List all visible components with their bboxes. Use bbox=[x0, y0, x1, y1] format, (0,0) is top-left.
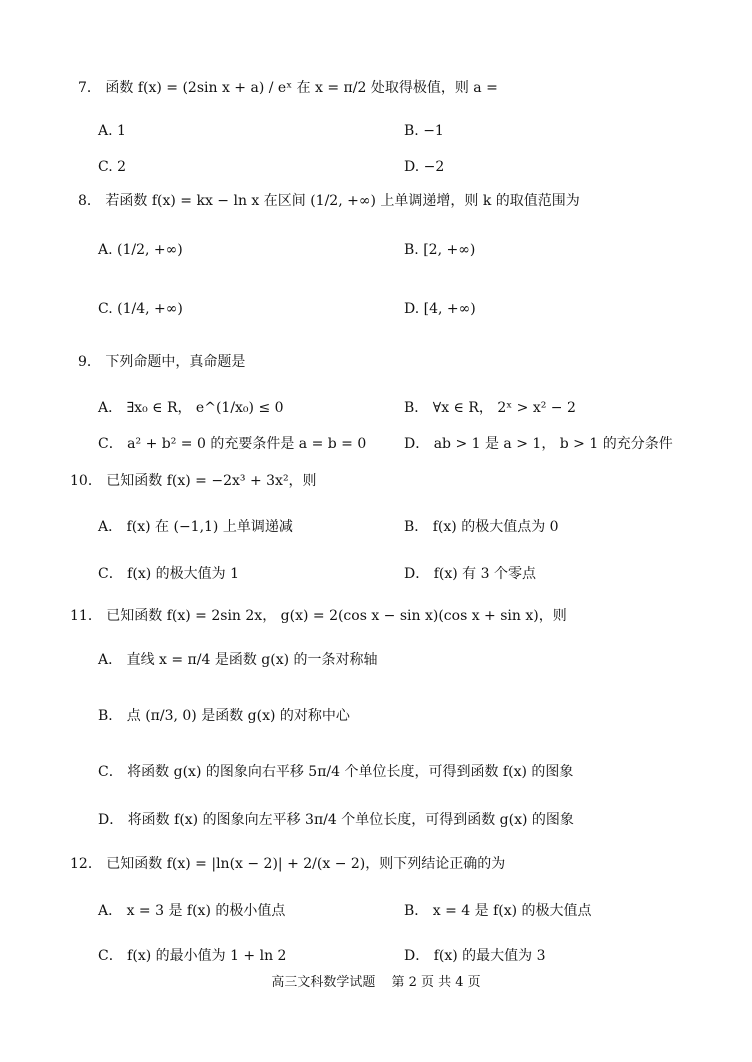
question-12-option-a bbox=[98, 901, 285, 921]
option-text: 将函数 f(x) 的图象向左平移 3π/4 个单位长度，可得到函数 g(x) 的图象 bbox=[127, 812, 574, 828]
option-text: −1 bbox=[423, 123, 444, 139]
option-label: C． bbox=[98, 436, 123, 452]
option-text: 将函数 g(x) 的图象向右平移 5π/4 个单位长度，可得到函数 f(x) 的图象 bbox=[127, 764, 574, 780]
question-9-option-d bbox=[404, 434, 673, 454]
option-label: A. bbox=[98, 242, 113, 258]
question-10-stem bbox=[70, 471, 317, 491]
option-text: 点 (π/3, 0) 是函数 g(x) 的对称中心 bbox=[126, 708, 350, 724]
option-label: B． bbox=[98, 708, 123, 724]
option-text: 1 bbox=[117, 123, 126, 139]
question-11-option-b bbox=[98, 706, 350, 726]
option-text: f(x) 的极大值点为 0 bbox=[432, 519, 559, 535]
option-label: D. bbox=[404, 159, 420, 175]
option-text: f(x) 有 3 个零点 bbox=[433, 566, 536, 582]
question-12-option-d bbox=[404, 946, 546, 966]
option-label: B． bbox=[404, 400, 429, 416]
question-text: 已知函数 f(x) = |ln(x − 2)| + 2/(x − 2)，则下列结论正确的为 bbox=[106, 856, 506, 872]
question-number: 7． bbox=[78, 80, 101, 96]
question-number: 8． bbox=[78, 193, 101, 209]
question-12-stem bbox=[70, 854, 505, 874]
option-text: f(x) 在 (−1,1) 上单调递减 bbox=[126, 519, 293, 535]
question-8-option-b bbox=[404, 240, 475, 260]
option-label: C． bbox=[98, 948, 123, 964]
page-footer bbox=[0, 974, 752, 992]
option-text: f(x) 的最大值为 3 bbox=[433, 948, 546, 964]
option-label: D． bbox=[404, 436, 430, 452]
question-7-option-c bbox=[98, 157, 126, 177]
question-10-option-d bbox=[404, 564, 536, 584]
option-label: C． bbox=[98, 566, 123, 582]
question-text: 若函数 f(x) = kx − ln x 在区间 (1/2, +∞) 上单调递增，则 k 的取值范围为 bbox=[105, 193, 580, 209]
option-text: (1/4, +∞) bbox=[117, 301, 183, 317]
option-text: −2 bbox=[423, 159, 445, 175]
question-11-option-a bbox=[98, 650, 378, 670]
option-label: A． bbox=[98, 519, 123, 535]
option-label: B. bbox=[404, 123, 419, 139]
option-label: A． bbox=[98, 652, 123, 668]
option-label: A． bbox=[98, 400, 123, 416]
question-number: 10． bbox=[70, 473, 102, 489]
option-label: C． bbox=[98, 764, 123, 780]
question-number: 12． bbox=[70, 856, 102, 872]
question-11-option-c bbox=[98, 762, 573, 782]
option-label: C. bbox=[98, 301, 113, 317]
option-text: f(x) 的最小值为 1 + ln 2 bbox=[127, 948, 287, 964]
question-7-option-d bbox=[404, 157, 444, 177]
question-8-option-d bbox=[404, 299, 476, 319]
question-11-option-d bbox=[98, 810, 574, 830]
option-label: B． bbox=[404, 519, 429, 535]
option-label: D． bbox=[404, 948, 430, 964]
question-10-option-c bbox=[98, 564, 239, 584]
option-text: ∃x₀ ∈ R， e^(1/x₀) ≤ 0 bbox=[126, 400, 284, 416]
option-label: D． bbox=[98, 812, 124, 828]
question-number: 9． bbox=[78, 354, 101, 370]
option-label: B． bbox=[404, 903, 429, 919]
option-text: x = 3 是 f(x) 的极小值点 bbox=[126, 903, 286, 919]
question-9-option-a bbox=[98, 398, 284, 418]
option-text: (1/2, +∞) bbox=[117, 242, 183, 258]
question-10-option-a bbox=[98, 517, 293, 537]
question-8-option-c bbox=[98, 299, 183, 319]
question-text: 已知函数 f(x) = 2sin 2x， g(x) = 2(cos x − sin x)(cos x + sin x)，则 bbox=[106, 608, 567, 624]
question-12-option-b bbox=[404, 901, 592, 921]
question-7-option-b bbox=[404, 121, 444, 141]
option-text: 2 bbox=[117, 159, 127, 175]
question-text: 函数 f(x) = (2sin x + a) / eˣ 在 x = π/2 处取得极值，则 a = bbox=[105, 80, 498, 96]
question-7-option-a bbox=[98, 121, 126, 141]
option-label: A. bbox=[98, 123, 113, 139]
option-label: B. bbox=[404, 242, 419, 258]
option-text: [4, +∞) bbox=[423, 301, 476, 317]
option-text: 直线 x = π/4 是函数 g(x) 的一条对称轴 bbox=[126, 652, 378, 668]
question-8-stem bbox=[78, 191, 580, 211]
question-text: 下列命题中，真命题是 bbox=[105, 354, 246, 370]
option-label: A． bbox=[98, 903, 123, 919]
option-text: ab > 1 是 a > 1， b > 1 的充分条件 bbox=[433, 436, 673, 452]
question-8-option-a bbox=[98, 240, 183, 260]
question-9-stem bbox=[78, 352, 245, 372]
option-text: [2, +∞) bbox=[423, 242, 476, 258]
question-12-option-c bbox=[98, 946, 286, 966]
option-label: C. bbox=[98, 159, 113, 175]
option-text: f(x) 的极大值为 1 bbox=[127, 566, 239, 582]
option-text: a² + b² = 0 的充要条件是 a = b = 0 bbox=[127, 436, 367, 452]
option-text: ∀x ∈ R， 2ˣ > x² − 2 bbox=[432, 400, 576, 416]
question-number: 11． bbox=[70, 608, 102, 624]
question-text: 已知函数 f(x) = −2x³ + 3x²，则 bbox=[106, 473, 317, 489]
option-label: D． bbox=[404, 566, 430, 582]
question-11-stem bbox=[70, 606, 567, 626]
question-10-option-b bbox=[404, 517, 559, 537]
question-9-option-b bbox=[404, 398, 576, 418]
page-number: 第 2 页 共 4 页 bbox=[391, 975, 481, 990]
question-9-option-c bbox=[98, 434, 366, 454]
question-7-stem bbox=[78, 78, 498, 98]
option-label: D. bbox=[404, 301, 420, 317]
option-text: x = 4 是 f(x) 的极大值点 bbox=[432, 903, 592, 919]
exam-title: 高三文科数学试题 bbox=[271, 975, 376, 990]
